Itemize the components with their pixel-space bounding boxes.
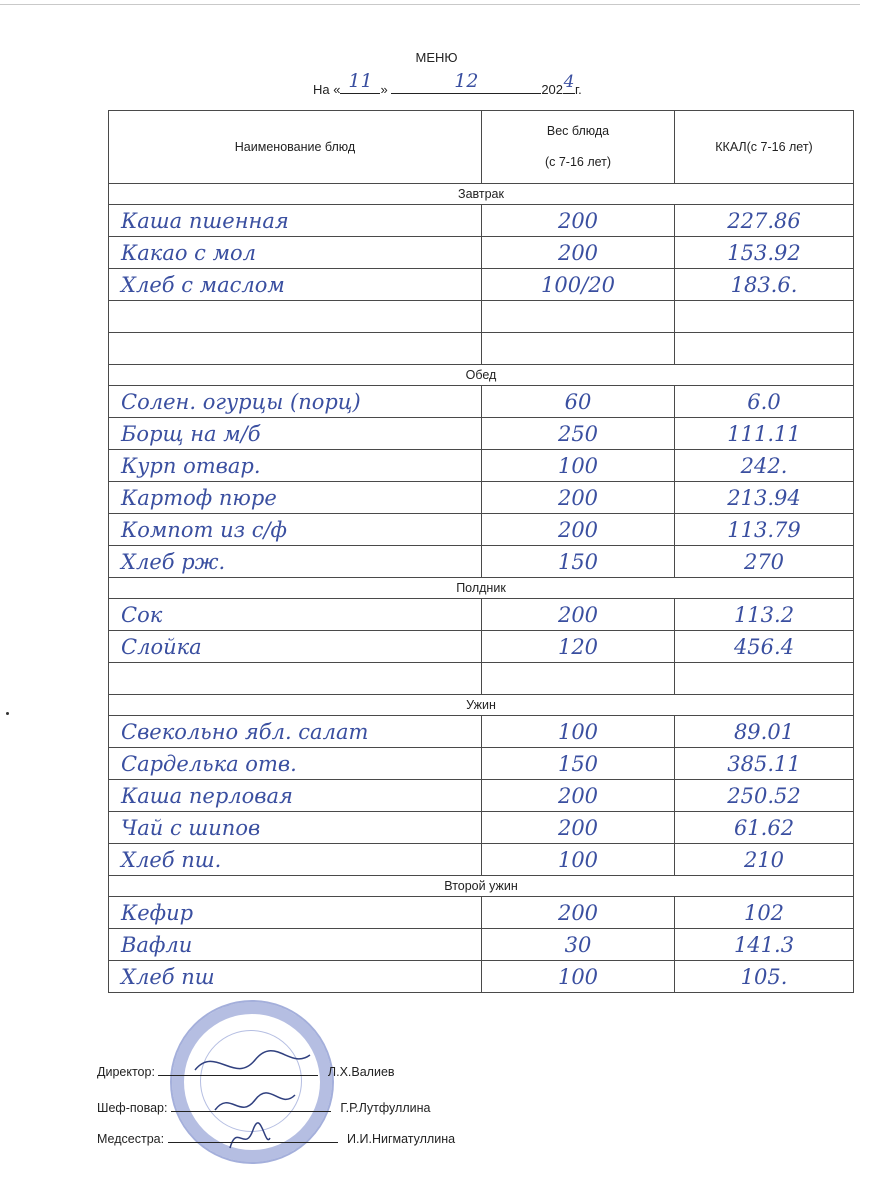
date-prefix: На « <box>313 82 341 97</box>
day-field <box>340 70 380 94</box>
scan-edge <box>0 4 860 5</box>
weight-cell: 200 <box>482 897 675 929</box>
role-label: Шеф-повар: <box>97 1101 168 1115</box>
table-row <box>109 546 854 578</box>
kcal-cell: 250.52 <box>675 780 854 812</box>
table-row <box>109 599 854 631</box>
table-row <box>109 450 854 482</box>
dish-name-cell: Свекольно ябл. салат <box>109 716 482 748</box>
dish-name-cell: Хлеб пш <box>109 961 482 993</box>
kcal-cell: 61.62 <box>675 812 854 844</box>
table-row <box>109 663 854 695</box>
table-row <box>109 897 854 929</box>
kcal-cell: 113.79 <box>675 514 854 546</box>
table-row <box>109 716 854 748</box>
weight-cell: 100 <box>482 961 675 993</box>
weight-cell: 30 <box>482 929 675 961</box>
kcal-cell: 183.6. <box>675 269 854 301</box>
header-kcal: ККАЛ(с 7-16 лет) <box>675 111 854 184</box>
weight-cell: 200 <box>482 237 675 269</box>
table-row <box>109 205 854 237</box>
dish-name-cell <box>109 663 482 695</box>
menu-table <box>108 110 854 993</box>
kcal-cell: 6.0 <box>675 386 854 418</box>
date-mid: » <box>380 82 388 97</box>
dish-name-cell: Хлеб пш. <box>109 844 482 876</box>
weight-cell: 200 <box>482 205 675 237</box>
table-header-row <box>109 111 854 184</box>
signature-line-director <box>97 1064 395 1079</box>
weight-cell: 60 <box>482 386 675 418</box>
table-row <box>109 237 854 269</box>
year-hand: 4 <box>563 72 575 92</box>
year-print: 202 <box>541 82 564 97</box>
dish-name-cell: Сок <box>109 599 482 631</box>
dish-name-cell: Хлеб с маслом <box>109 269 482 301</box>
kcal-cell: 105. <box>675 961 854 993</box>
kcal-cell <box>675 333 854 365</box>
person-name: И.И.Нигматуллина <box>347 1132 456 1146</box>
section-title: Второй ужин <box>109 876 854 897</box>
signature-field <box>158 1064 318 1076</box>
table-row <box>109 269 854 301</box>
signature-field <box>171 1100 331 1112</box>
kcal-cell: 153.92 <box>675 237 854 269</box>
person-name: Г.Р.Лутфуллина <box>340 1101 431 1115</box>
kcal-cell: 210 <box>675 844 854 876</box>
section-row <box>109 184 854 205</box>
document-title: МЕНЮ <box>415 50 458 65</box>
signature-field <box>168 1131 338 1143</box>
kcal-cell: 270 <box>675 546 854 578</box>
header-weight-line1: Вес блюда <box>546 124 610 138</box>
table-row <box>109 386 854 418</box>
kcal-cell: 227.86 <box>675 205 854 237</box>
weight-cell: 150 <box>482 748 675 780</box>
date-line <box>313 70 582 97</box>
kcal-cell: 456.4 <box>675 631 854 663</box>
weight-cell <box>482 333 675 365</box>
dish-name-cell <box>109 301 482 333</box>
section-title: Обед <box>109 365 854 386</box>
dish-name-cell: Курп отвар. <box>109 450 482 482</box>
kcal-cell: 242. <box>675 450 854 482</box>
table-row <box>109 482 854 514</box>
table-row <box>109 812 854 844</box>
table-row <box>109 929 854 961</box>
section-row <box>109 578 854 599</box>
role-label: Директор: <box>97 1065 155 1079</box>
table-row <box>109 748 854 780</box>
dish-name-cell: Кефир <box>109 897 482 929</box>
role-label: Медсестра: <box>97 1132 165 1146</box>
month-value: 12 <box>454 70 479 92</box>
weight-cell: 100 <box>482 716 675 748</box>
weight-cell <box>482 663 675 695</box>
dish-name-cell: Какао с мол <box>109 237 482 269</box>
weight-cell: 100/20 <box>482 269 675 301</box>
weight-cell: 100 <box>482 450 675 482</box>
kcal-cell: 89.01 <box>675 716 854 748</box>
dish-name-cell: Солен. огурцы (порц) <box>109 386 482 418</box>
dish-name-cell: Компот из с/ф <box>109 514 482 546</box>
dish-name-cell: Каша перловая <box>109 780 482 812</box>
table-row <box>109 961 854 993</box>
section-row <box>109 695 854 716</box>
header-dish-name: Наименование блюд <box>109 111 482 184</box>
kcal-cell: 113.2 <box>675 599 854 631</box>
table-row <box>109 514 854 546</box>
weight-cell <box>482 301 675 333</box>
kcal-cell: 385.11 <box>675 748 854 780</box>
weight-cell: 200 <box>482 514 675 546</box>
weight-cell: 120 <box>482 631 675 663</box>
day-value: 11 <box>348 70 373 92</box>
kcal-cell: 102 <box>675 897 854 929</box>
month-field <box>391 70 541 94</box>
weight-cell: 200 <box>482 599 675 631</box>
header-weight <box>482 111 675 184</box>
table-row <box>109 333 854 365</box>
table-row <box>109 631 854 663</box>
scan-speck <box>6 712 9 715</box>
section-title: Полдник <box>109 578 854 599</box>
dish-name-cell: Сарделька отв. <box>109 748 482 780</box>
section-title: Ужин <box>109 695 854 716</box>
dish-name-cell: Слойка <box>109 631 482 663</box>
year-field <box>563 72 575 94</box>
kcal-cell: 213.94 <box>675 482 854 514</box>
weight-cell: 200 <box>482 812 675 844</box>
table-row <box>109 780 854 812</box>
weight-cell: 100 <box>482 844 675 876</box>
dish-name-cell: Хлеб рж. <box>109 546 482 578</box>
section-row <box>109 876 854 897</box>
dish-name-cell <box>109 333 482 365</box>
person-name: Л.Х.Валиев <box>327 1065 395 1079</box>
dish-name-cell: Каша пшенная <box>109 205 482 237</box>
weight-cell: 250 <box>482 418 675 450</box>
weight-cell: 150 <box>482 546 675 578</box>
kcal-cell: 141.3 <box>675 929 854 961</box>
kcal-cell <box>675 301 854 333</box>
section-row <box>109 365 854 386</box>
signature-line-nurse <box>97 1131 455 1146</box>
weight-cell: 200 <box>482 780 675 812</box>
dish-name-cell: Картоф пюре <box>109 482 482 514</box>
weight-cell: 200 <box>482 482 675 514</box>
table-row <box>109 301 854 333</box>
signature-line-chef <box>97 1100 430 1115</box>
menu-table-body <box>109 111 854 993</box>
dish-name-cell: Борщ на м/б <box>109 418 482 450</box>
section-title: Завтрак <box>109 184 854 205</box>
kcal-cell <box>675 663 854 695</box>
table-row <box>109 844 854 876</box>
date-suffix: г. <box>575 82 582 97</box>
dish-name-cell: Вафли <box>109 929 482 961</box>
kcal-cell: 111.11 <box>675 418 854 450</box>
dish-name-cell: Чай с шипов <box>109 812 482 844</box>
table-row <box>109 418 854 450</box>
header-weight-line2: (с 7-16 лет) <box>544 155 612 169</box>
